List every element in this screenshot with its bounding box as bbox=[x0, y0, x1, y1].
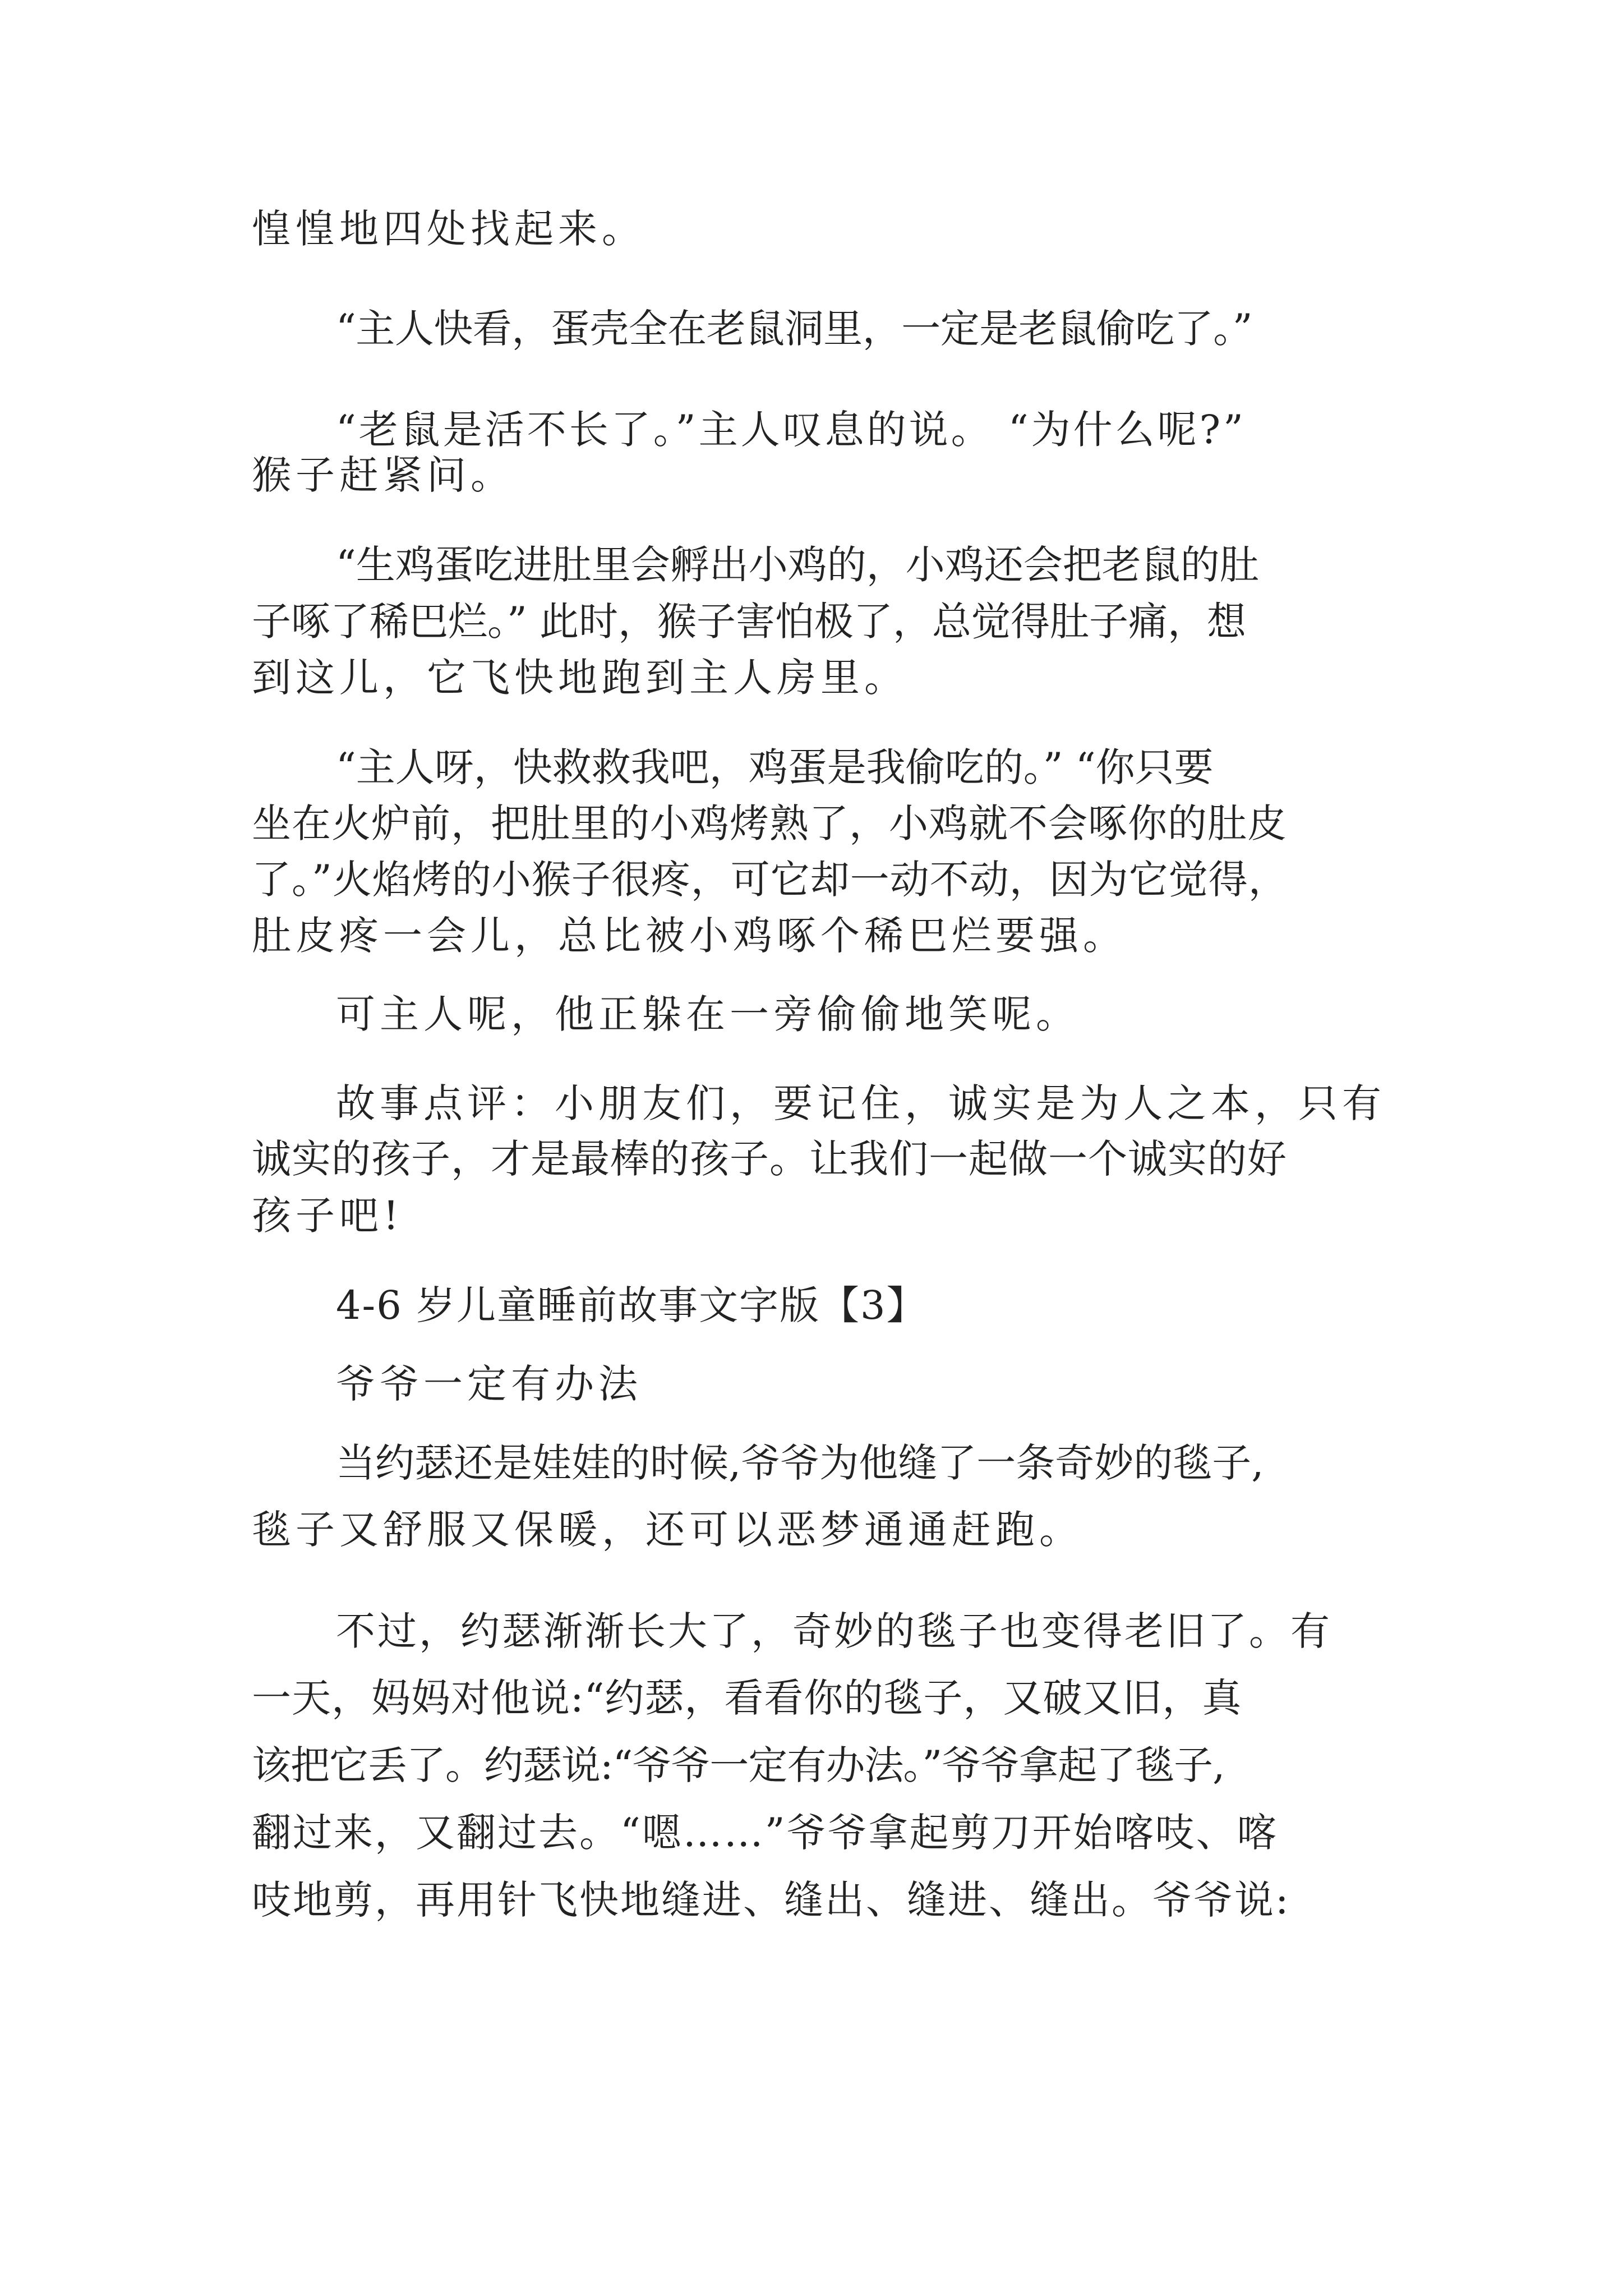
text-line: 猴子赶紧问。 bbox=[252, 452, 514, 498]
text-line: “生鸡蛋吃进肚里会孵出小鸡的，小鸡还会把老鼠的肚 bbox=[336, 542, 1259, 588]
text-line: 坐在火炉前，把肚里的小鸡烤熟了，小鸡就不会啄你的肚皮 bbox=[252, 800, 1287, 846]
text-line: 不过，约瑟渐渐长大了，奇妙的毯子也变得老旧了。有 bbox=[336, 1608, 1332, 1654]
text-line: “老鼠是活不长了。”主人叹息的说。 “为什么呢?” bbox=[336, 407, 1246, 453]
text-line: 一天，妈妈对他说:“约瑟，看看你的毯子，又破又旧，真 bbox=[252, 1675, 1242, 1721]
text-line: 毯子又舒服又保暖，还可以恶梦通通赶跑。 bbox=[252, 1507, 1083, 1553]
text-line: 惶惶地四处找起来。 bbox=[252, 206, 645, 252]
text-line: 故事点评：小朋友们，要记住，诚实是为人之本，只有 bbox=[336, 1080, 1386, 1126]
text-line: 肚皮疼一会儿，总比被小鸡啄个稀巴烂要强。 bbox=[252, 913, 1127, 959]
section-heading: 4-6 岁儿童睡前故事文字版【3】 bbox=[336, 1282, 927, 1328]
text-line: “主人呀，快救救我吧，鸡蛋是我偷吃的。” “你只要 bbox=[336, 744, 1214, 790]
text-line: “主人快看，蛋壳全在老鼠洞里，一定是老鼠偷吃了。” bbox=[336, 306, 1253, 352]
text-line: 到这儿，它飞快地跑到主人房里。 bbox=[252, 655, 908, 701]
text-line: 该把它丢了。约瑟说:“爷爷一定有办法。”爷爷拿起了毯子, bbox=[252, 1742, 1225, 1788]
text-line: 可主人呢，他正躲在一旁偷偷地笑呢。 bbox=[336, 991, 1080, 1037]
text-line: 了。”火焰烤的小猴子很疼，可它却一动不动，因为它觉得， bbox=[252, 857, 1288, 903]
text-line: 吱地剪，再用针飞快地缝进、缝出、缝进、缝出。爷爷说: bbox=[252, 1877, 1290, 1923]
text-line: 当约瑟还是娃娃的时候,爷爷为他缝了一条奇妙的毯子, bbox=[336, 1440, 1264, 1486]
text-line: 诚实的孩子，才是最棒的孩子。让我们一起做一个诚实的好 bbox=[252, 1136, 1287, 1182]
story-title: 爷爷一定有办法 bbox=[336, 1361, 642, 1407]
text-line: 翻过来，又翻过去。“嗯……”爷爷拿起剪刀开始喀吱、喀 bbox=[252, 1810, 1278, 1856]
text-line: 孩子吧! bbox=[252, 1193, 404, 1239]
text-line: 子啄了稀巴烂。” 此时，猴子害怕极了，总觉得肚子痛，想 bbox=[252, 599, 1247, 645]
